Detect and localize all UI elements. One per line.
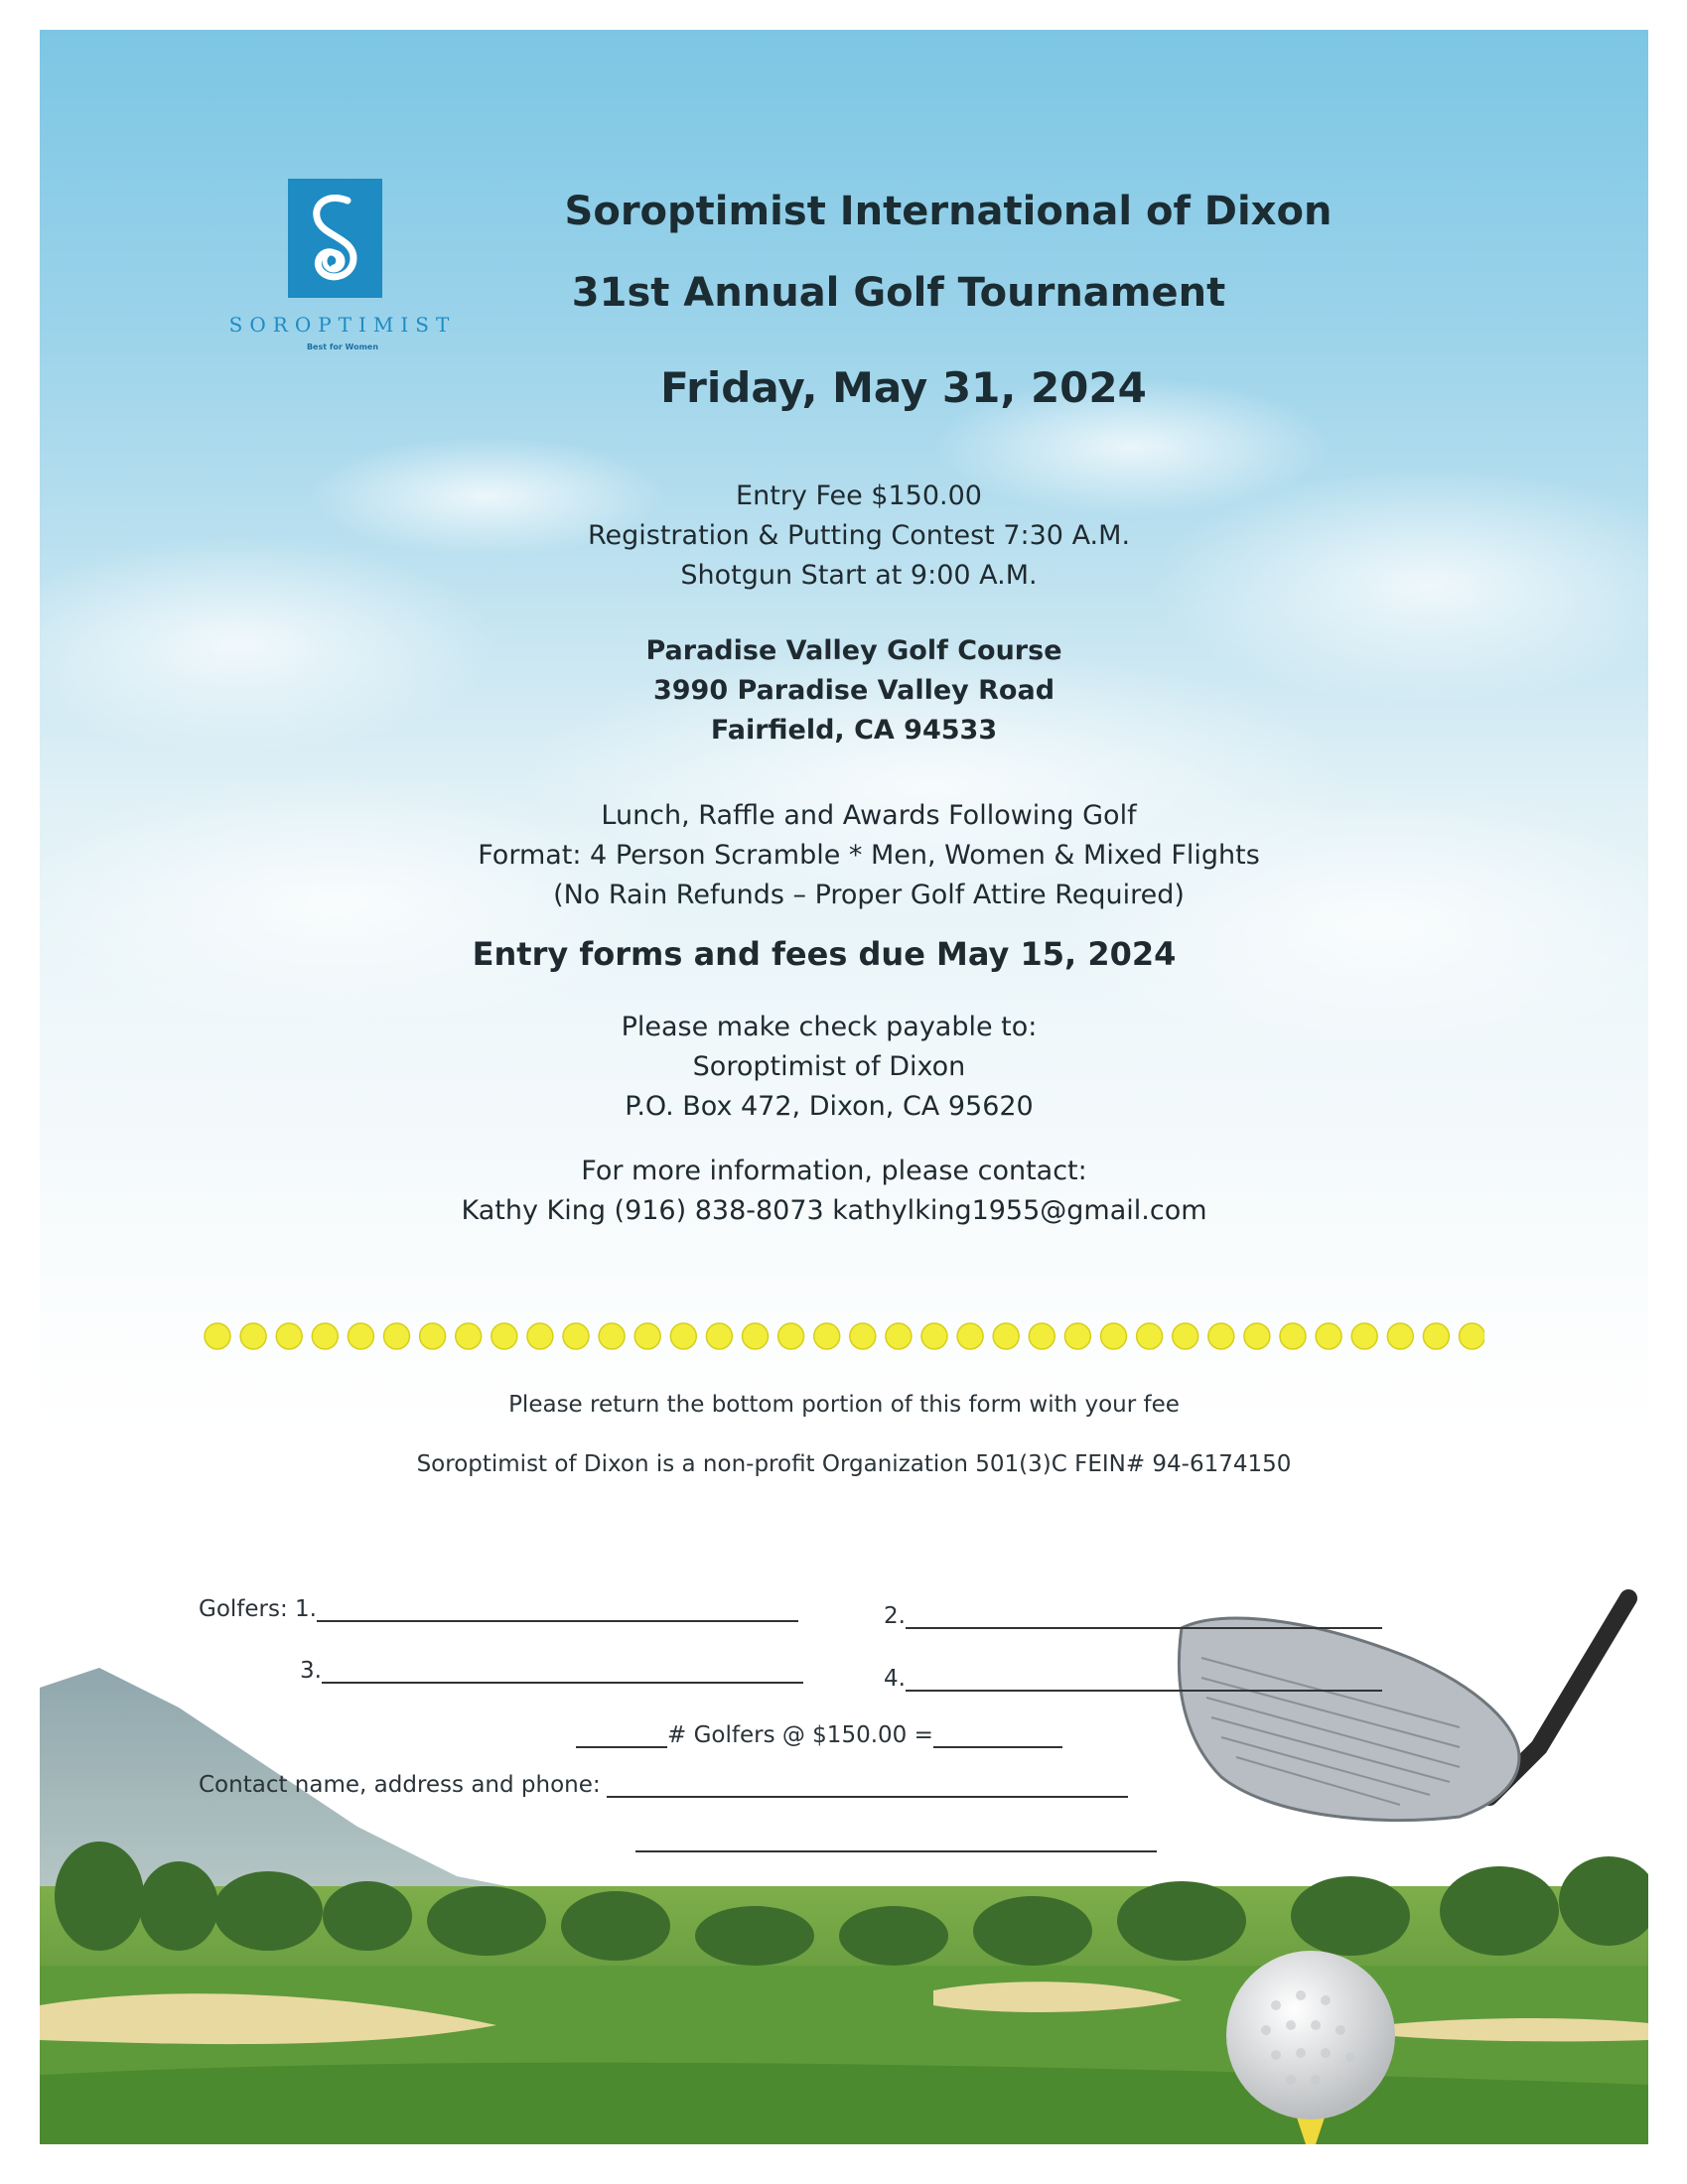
golfer-3-label: 3. xyxy=(300,1658,322,1684)
contact-field-2[interactable] xyxy=(635,1827,1157,1852)
contact-row-2 xyxy=(635,1827,1157,1852)
logo-wordmark: SOROPTIMIST xyxy=(228,313,457,337)
nonprofit-note: Soroptimist of Dixon is a non-profit Organization 501(3)C FEIN# 94-6174150 xyxy=(416,1451,1292,1477)
rules-line: (No Rain Refunds – Proper Golf Attire Required) xyxy=(553,880,1185,910)
yellow-ball-icon xyxy=(921,1323,947,1349)
yellow-ball-icon xyxy=(850,1323,876,1349)
payable-line-3: P.O. Box 472, Dixon, CA 95620 xyxy=(625,1091,1034,1122)
yellow-ball-icon xyxy=(706,1323,732,1349)
yellow-ball-icon xyxy=(1208,1323,1234,1349)
yellow-ball-icon xyxy=(276,1323,302,1349)
event-extras xyxy=(40,796,1648,915)
golfer-count-label: # Golfers @ $150.00 = xyxy=(667,1722,933,1748)
yellow-ball-icon xyxy=(670,1323,696,1349)
yellow-ball-icon xyxy=(420,1323,446,1349)
contact-line-1: For more information, please contact: xyxy=(581,1156,1087,1186)
yellow-ball-icon xyxy=(1064,1323,1090,1349)
venue-street: 3990 Paradise Valley Road xyxy=(652,675,1055,706)
contact-label: Contact name, address and phone: xyxy=(199,1772,601,1798)
contact-row xyxy=(199,1772,1128,1798)
yellow-ball-icon xyxy=(599,1323,625,1349)
yellow-ball-icon xyxy=(1101,1323,1127,1349)
yellow-ball-icon xyxy=(1423,1323,1449,1349)
yellow-ball-icon xyxy=(348,1323,373,1349)
golfer-1-field[interactable] xyxy=(317,1596,798,1622)
golfer-2-label: 2. xyxy=(884,1603,906,1629)
golfer-count-row xyxy=(576,1722,1062,1748)
venue-name: Paradise Valley Golf Course xyxy=(645,635,1062,666)
format-line: Format: 4 Person Scramble * Men, Women & Mixed Flights xyxy=(478,840,1260,871)
yellow-ball-icon xyxy=(1387,1323,1413,1349)
golfer-2-field[interactable] xyxy=(906,1603,1382,1629)
golfer-2-row xyxy=(884,1603,1382,1629)
venue-city: Fairfield, CA 94533 xyxy=(710,715,998,746)
yellow-ball-icon xyxy=(957,1323,983,1349)
total-amount-field[interactable] xyxy=(933,1722,1062,1748)
yellow-ball-icon xyxy=(1137,1323,1163,1349)
yellow-ball-icon xyxy=(240,1323,266,1349)
payable-line-2: Soroptimist of Dixon xyxy=(692,1051,966,1082)
shotgun-start: Shotgun Start at 9:00 A.M. xyxy=(680,560,1038,591)
yellow-ball-icon xyxy=(1460,1323,1485,1349)
golfer-1-row xyxy=(199,1596,798,1622)
org-title: Soroptimist International of Dixon xyxy=(564,189,1333,234)
event-date: Friday, May 31, 2024 xyxy=(660,363,1147,412)
due-date-notice: Entry forms and fees due May 15, 2024 xyxy=(472,935,1177,973)
golfer-3-field[interactable] xyxy=(322,1658,803,1684)
registration-time: Registration & Putting Contest 7:30 A.M. xyxy=(587,520,1131,551)
yellow-ball-icon xyxy=(1173,1323,1198,1349)
contact-line-2: Kathy King (916) 838-8073 kathylking1955@gmail.com xyxy=(461,1195,1207,1226)
golf-ball-divider xyxy=(204,1322,1484,1350)
flyer xyxy=(40,30,1648,2144)
event-title: 31st Annual Golf Tournament xyxy=(571,270,1226,316)
yellow-ball-icon xyxy=(993,1323,1019,1349)
yellow-ball-icon xyxy=(814,1323,840,1349)
venue-address xyxy=(40,631,1648,751)
yellow-ball-icon xyxy=(743,1323,769,1349)
fee-details xyxy=(40,477,1648,596)
yellow-ball-icon xyxy=(886,1323,912,1349)
yellow-ball-icon xyxy=(1316,1323,1341,1349)
golfer-4-row xyxy=(884,1666,1382,1692)
entry-fee: Entry Fee $150.00 xyxy=(736,480,982,511)
golf-ball-on-tee-icon xyxy=(1216,1946,1405,2144)
yellow-ball-icon xyxy=(312,1323,338,1349)
yellow-ball-icon xyxy=(456,1323,482,1349)
golfer-4-field[interactable] xyxy=(906,1666,1382,1692)
yellow-ball-icon xyxy=(1280,1323,1306,1349)
payable-line-1: Please make check payable to: xyxy=(621,1012,1038,1042)
yellow-ball-icon xyxy=(563,1323,589,1349)
yellow-ball-icon xyxy=(1351,1323,1377,1349)
golfer-3-row xyxy=(300,1658,803,1684)
yellow-ball-icon xyxy=(384,1323,410,1349)
golfers-label: Golfers: 1. xyxy=(199,1596,317,1622)
yellow-ball-icon xyxy=(778,1323,804,1349)
yellow-ball-icon xyxy=(527,1323,553,1349)
golf-club-illustration xyxy=(1162,1578,1648,1956)
logo-tagline: Best for Women xyxy=(306,342,379,351)
golfer-4-label: 4. xyxy=(884,1666,906,1692)
yellow-ball-icon xyxy=(492,1323,517,1349)
payable-info xyxy=(40,1008,1648,1127)
yellow-ball-icon xyxy=(1029,1323,1054,1349)
yellow-ball-icon xyxy=(205,1323,230,1349)
golfer-count-field[interactable] xyxy=(576,1722,667,1748)
yellow-ball-icon xyxy=(1244,1323,1270,1349)
contact-info xyxy=(40,1152,1648,1231)
return-note: Please return the bottom portion of this form with your fee xyxy=(508,1392,1180,1418)
yellow-ball-icon xyxy=(634,1323,660,1349)
lunch-line: Lunch, Raffle and Awards Following Golf xyxy=(601,800,1137,831)
contact-field-1[interactable] xyxy=(607,1772,1128,1798)
